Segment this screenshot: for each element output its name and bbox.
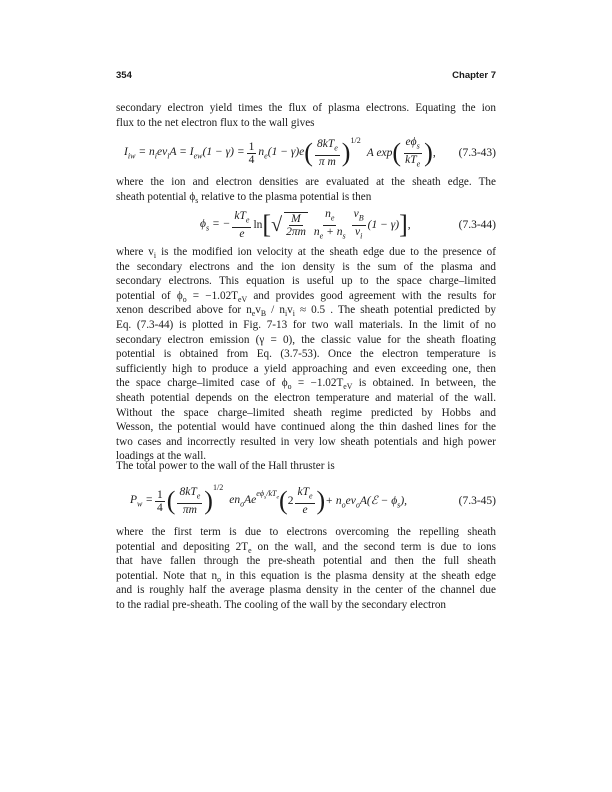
- eq45-coef-num: 1: [157, 488, 163, 501]
- paragraph-5: [116, 525, 496, 613]
- eq43-lhs: $I_{iw} = n_iev_iA = I_{ew}(1 - \gamma)$ =: [124, 145, 245, 161]
- text-line: secondary electrons. This equation is useful up to the space charge–limited: [116, 275, 496, 288]
- text-line: secondary electron emission (γ = 0), the classic value for the sheath floating: [116, 333, 496, 346]
- eq43-frac-den: π m: [318, 155, 336, 168]
- text-line: potential of $\phi_o = -1.02T_{eV}$ and provides good agreement with the results for: [116, 289, 497, 305]
- equation-7-3-45: $P_w$ = $\frac{1}{4}$ ( $\frac{8kT_e}{\pi m}$ ) $^{1/2}$ $en_oAe$ $^{e\phi_s /kT_e}$ ( 2 $\frac{kT_e}{e}$ ) + $n_oev_oA(ℰ - \phi_s)$, (7.3-45): [130, 483, 496, 516]
- eq45-kt-num: $kT_e$: [295, 486, 314, 503]
- text-line: potential and depositing $2T_e$ on the wall, and the second term is due to ions: [116, 540, 496, 555]
- text-line: Wesson, the potential would have continued along the thin dashed lines for the: [116, 421, 496, 434]
- eq44-ln: ln: [253, 219, 263, 231]
- equation-7-3-43: $I_{iw} = n_iev_iA = I_{ew}(1 - \gamma)$ = $\frac{1}{4}$ $n_e(1 - \gamma)e$ ( $\frac{8kT_e}{\text{π m}}$ ) $^{1/2}$ A exp ( $\frac{e\phi_s}{kT_e}$ ) , (7.3-43): [124, 136, 496, 168]
- eq43-mid: $n_e(1 - \gamma)e$: [258, 145, 305, 161]
- eq45-power: 1/2: [212, 483, 224, 492]
- text-line: sufficiently high to produce a yield approaching and even exceeding one, then: [116, 362, 496, 375]
- text-line: potential. Note that $n_o$ in this equation is the plasma density at the sheath edge: [116, 569, 497, 585]
- text-line: sheath potential depends on the electron temperature and material of the wall.: [116, 391, 496, 404]
- eq45-mid: $en_oAe$: [229, 493, 257, 509]
- text-line: the secondary electrons and the ion density is the sum of the plasma and: [116, 260, 496, 273]
- equation-number: (7.3-45): [458, 495, 496, 507]
- eq43-a-exp: A exp: [366, 147, 393, 159]
- text-line: the space charge–limited case of $\phi_o = -1.02T_{eV}$ is obtained. In between, the: [116, 377, 497, 392]
- eq44-kt-den: e: [239, 227, 245, 240]
- eq44-tail: (1 − γ): [367, 219, 400, 231]
- paragraph-2: [116, 175, 496, 204]
- eq44-v-den: $v_i$: [354, 225, 363, 240]
- text-line: potential is obtained from Eq. (3.7-53). Once the electron temperature is: [116, 348, 496, 361]
- equation-number: (7.3-44): [458, 219, 496, 231]
- eq45-frac-den: πm: [182, 503, 197, 516]
- eq45-kt-den: e: [302, 503, 308, 516]
- eq43-exp-num: $e\phi_s$: [404, 136, 422, 153]
- text-line: two cases and incorrectly resulted in very low sheath potentials and high power: [116, 435, 496, 448]
- text-line: The total power to the wall of the Hall thruster is: [116, 460, 335, 472]
- eq44-n-num: $n_e$: [323, 208, 336, 225]
- eq45-exponent: eϕs /kTe: [256, 489, 280, 501]
- eq44-kt-num: $kT_e$: [232, 210, 251, 227]
- paragraph-4: [116, 459, 496, 474]
- eq44-lhs: $\phi_s$ = −: [200, 217, 231, 233]
- eq44-sqrt-den: 2πm: [286, 226, 306, 238]
- text-line: xenon described above for $n_ev_B / n_iv_i \approx 0.5$ . The sheath potential predicted by: [116, 304, 497, 319]
- eq43-coef-num: 1: [248, 140, 255, 153]
- eq44-v-num: $v_B$: [352, 208, 366, 225]
- page-number: 354: [116, 70, 132, 81]
- eq45-frac-num: $8kT_e$: [177, 486, 202, 503]
- eq45-two: 2: [287, 495, 294, 507]
- text-line: where $v_i$ is the modified ion velocity at the sheath edge due to the presence of: [116, 246, 496, 261]
- text-line: where the ion and electron densities are evaluated at the sheath edge. The: [116, 176, 496, 188]
- eq43-power: 1/2: [350, 136, 361, 145]
- eq43-coef-den: 4: [248, 153, 255, 166]
- text-line: Without the space charge–limited sheath regime predicted by Hobbs and: [116, 406, 496, 419]
- equation-number: (7.3-43): [458, 147, 496, 159]
- eq44-n-den: $n_e + n_s$: [313, 225, 346, 240]
- text-line: secondary electron yield times the flux of plasma electrons. Equating the ion: [116, 102, 496, 114]
- equation-7-3-44: $\phi_s$ = − $\frac{kT_e}{e}$ ln [ √ $\frac{M}{2\pi m}$ $\frac{n_e}{n_e + n_s}$ $\frac{v_B}{v_i}$ (1 − γ) ] , (7.3-44): [200, 208, 496, 240]
- chapter-heading: Chapter 7: [452, 70, 496, 81]
- paragraph-1: [116, 101, 496, 130]
- eq45-lhs: $P_w$ =: [130, 493, 154, 509]
- eq45-coef-den: 4: [157, 501, 163, 514]
- text-line: where the first term is due to electrons overcoming the repelling sheath: [116, 526, 496, 538]
- eq44-sqrt-num: M: [291, 213, 301, 225]
- text-line: Eq. (7.3-44) is plotted in Fig. 7-13 for two wall materials. In the limit of no: [116, 318, 496, 331]
- text-line: and is roughly half the average plasma density in the center of the channel due: [116, 584, 496, 597]
- paragraph-3: [116, 245, 496, 464]
- text-line: that have fallen through the pre-sheath potential and then the full sheath: [116, 555, 496, 568]
- text-line: sheath potential $\phi_s$ relative to the plasma potential is then: [116, 190, 372, 205]
- eq43-frac-num: $8kT_e$: [315, 138, 340, 155]
- text-line: loadings at the wall.: [116, 450, 207, 463]
- text-line: flux to the net electron flux to the wall gives: [116, 116, 315, 129]
- eq45-tail: + $n_oev_oA(ℰ - \phi_s)$,: [325, 494, 408, 510]
- text-line: to the radial pre-sheath. The cooling of the wall by the secondary electron: [116, 598, 447, 611]
- eq43-exp-den: $kT_e$: [405, 153, 421, 168]
